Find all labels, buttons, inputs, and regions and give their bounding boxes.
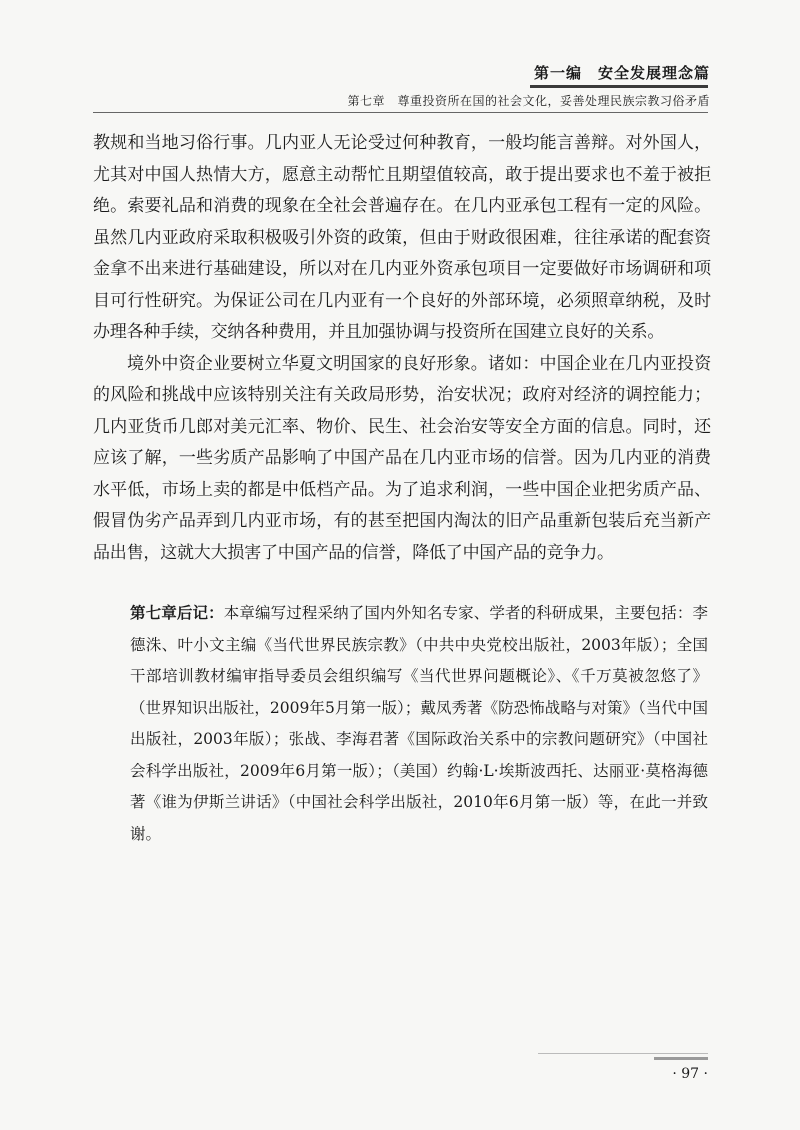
part-title: 第一编 安全发展理念篇 <box>533 64 710 82</box>
postscript-text: 本章编写过程采纳了国内外知名专家、学者的科研成果，主要包括：李德洙、叶小文主编《当代世界民族宗教》（中共中央党校出版社，2003年版）；全国干部培训教材编审指导委员会组织编写《当代世界问题概论》、《千万莫被忽悠了》（世界知识出版社，2009年5月第一版）；戴凤秀著《防恐怖战略与对策》（当代中国出版社，2003年版）；张战、李海君著《国际政治关系中的宗教问题研究》（中国社会科学出版社，2009年6月第一版）；（美国）约翰·L·埃斯波西托、达丽亚·莫格海德著《谁为伊斯兰讲话》（中国社会科学出版社，2010年6月第一版）等，在此一并致谢。 <box>130 604 708 843</box>
main-text <box>93 128 711 569</box>
postscript-label: 第七章后记： <box>130 604 224 622</box>
chapter-title: 第七章 尊重投资所在国的社会文化，妥善处理民族宗教习俗矛盾 <box>347 94 710 108</box>
footer-rule <box>538 1053 708 1054</box>
chapter-postscript <box>130 598 708 850</box>
page-number: · 97 · <box>672 1066 708 1082</box>
footer-bar <box>654 1057 708 1060</box>
paragraph: 教规和当地习俗行事。几内亚人无论受过何种教育，一般均能言善辩。对外国人，尤其对中国人热情大方，愿意主动帮忙且期望值较高，敢于提出要求也不羞于被拒绝。索要礼品和消费的现象在全社会普遍存在。在几内亚承包工程有一定的风险。虽然几内亚政府采取积极吸引外资的政策，但由于财政很困难，往往承诺的配套资金拿不出来进行基础建设，所以对在几内亚外资承包项目一定要做好市场调研和项目可行性研究。为保证公司在几内亚有一个良好的外部环境，必须照章纳税，及时办理各种手续，交纳各种费用，并且加强协调与投资所在国建立良好的关系。 <box>93 133 711 342</box>
header-thick-rule <box>530 85 708 88</box>
paragraph: 境外中资企业要树立华夏文明国家的良好形象。诸如：中国企业在几内亚投资的风险和挑战中应该特别关注有关政局形势，治安状况；政府对经济的调控能力；几内亚货币几郎对美元汇率、物价、民生、社会治安等安全方面的信息。同时，还应该了解，一些劣质产品影响了中国产品在几内亚市场的信誉。因为几内亚的消费水平低，市场上卖的都是中低档产品。为了追求利润，一些中国企业把劣质产品、假冒伪劣产品弄到几内亚市场，有的甚至把国内淘汰的旧产品重新包装后充当新产品出售，这就大大损害了中国产品的信誉，降低了中国产品的竞争力。 <box>93 353 711 563</box>
header-thin-rule <box>93 112 708 113</box>
